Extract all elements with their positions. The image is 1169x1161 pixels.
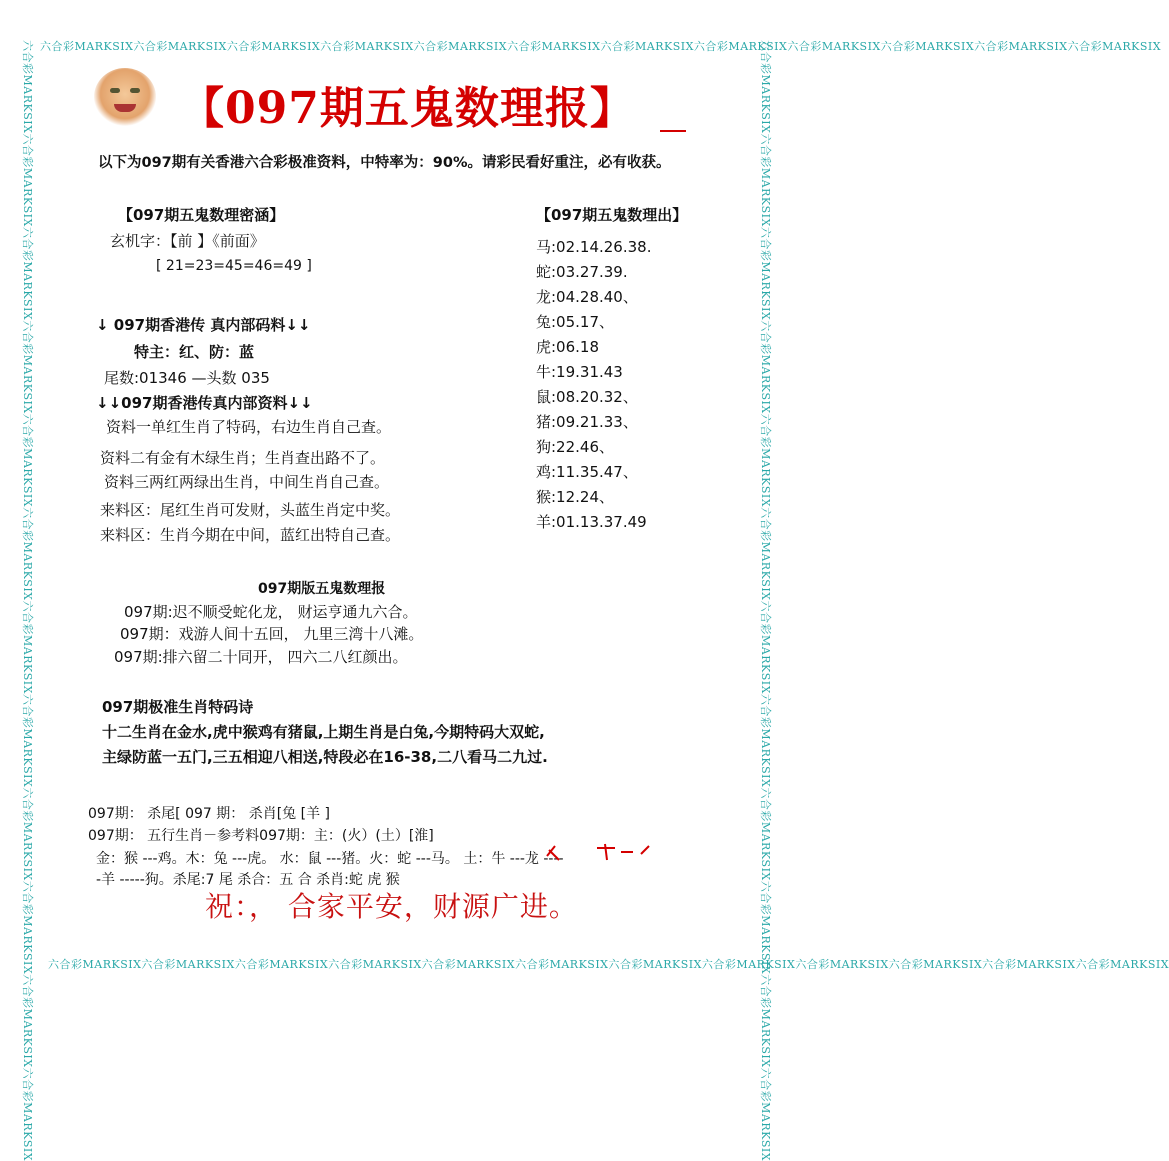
- special-poem-title: 097期极准生肖特码诗: [102, 698, 254, 716]
- poem-line: 097期:迟不顺受蛇化龙， 财运亨通九六合。: [124, 603, 418, 621]
- zodiac-row: 鸡:11.35.47、: [536, 463, 638, 481]
- special-colors: 特主：红、防：蓝: [134, 343, 255, 361]
- zodiac-row: 猪:09.21.33、: [536, 413, 638, 431]
- material-5: 来料区：生肖今期在中间，蓝红出特自己查。: [100, 526, 401, 544]
- special-poem-line: 十二生肖在金水,虎中猴鸡有猪鼠,上期生肖是白兔,今期特码大双蛇,: [102, 723, 545, 741]
- footer-line-1: 097期： 杀尾[ 097 期： 杀肖[兔 [羊 ]: [88, 806, 330, 822]
- poem-line: 097期：戏游人间十五回， 九里三湾十八滩。: [120, 625, 424, 643]
- zodiac-row: 龙:04.28.40、: [536, 288, 638, 306]
- hk-header-1: ↓ 097期香港传 真内部码料↓↓: [96, 316, 311, 334]
- poem-title: 097期版五鬼数理报: [258, 581, 386, 597]
- tail-numbers: 尾数:01346 —头数 035: [104, 369, 270, 387]
- intro-text: 以下为097期有关香港六合彩极准资料，中特率为：90%。请彩民看好重注，必有收获。: [98, 155, 671, 171]
- watermark-left: 六合彩MARKSIX六合彩MARKSIX六合彩MARKSIX六合彩MARKSIX六合彩MARKSIX六合彩MARKSIX六合彩MARKSIX六合彩MARKSIX六合彩MARKSIX六合彩MARKSIX六合彩MARKSIX六合彩MARKSIX: [21, 40, 34, 1161]
- material-2: 资料二有金有木绿生肖；生肖查出路不了。: [100, 449, 386, 467]
- zodiac-row: 马:02.14.26.38.: [536, 238, 652, 256]
- zodiac-header: 【097期五鬼数理出】: [536, 206, 688, 224]
- zodiac-row: 蛇:03.27.39.: [536, 263, 628, 281]
- footer-line-2: 097期： 五行生肖－参考料097期：主：(火）(土）[淮]: [88, 828, 434, 844]
- material-1: 资料一单红生肖了特码，右边生肖自己查。: [106, 418, 392, 436]
- red-scribble: [545, 842, 715, 864]
- zodiac-row: 羊:01.13.37.49: [536, 513, 647, 531]
- formula: [ 21=23=45=46=49 ]: [156, 258, 312, 274]
- zodiac-row: 牛:19.31.43: [536, 363, 623, 381]
- watermark-bottom: 六合彩MARKSIX六合彩MARKSIX六合彩MARKSIX六合彩MARKSIX六合彩MARKSIX六合彩MARKSIX六合彩MARKSIX六合彩MARKSIX六合彩MARKSIX六合彩MARKSIX六合彩MARKSIX六合彩MARKSIX: [48, 958, 1169, 971]
- mystery-word: 玄机字：【前 】《前面》: [110, 232, 265, 250]
- hk-header-2: ↓↓097期香港传真内部资料↓↓: [96, 394, 313, 412]
- watermark-top: 六合彩MARKSIX六合彩MARKSIX六合彩MARKSIX六合彩MARKSIX六合彩MARKSIX六合彩MARKSIX六合彩MARKSIX六合彩MARKSIX六合彩MARKSIX六合彩MARKSIX六合彩MARKSIX六合彩MARKSIX: [40, 40, 1162, 53]
- page-title: 【097期五鬼数理报】: [180, 83, 635, 134]
- zodiac-row: 虎:06.18: [536, 338, 599, 356]
- secret-title: 【097期五鬼数理密涵】: [118, 206, 285, 224]
- blessing-signature: 祝：， 合家平安，财源广进。: [205, 890, 578, 923]
- poem-line: 097期:排六留二十同开， 四六二八红颜出。: [114, 648, 408, 666]
- material-4: 来料区：尾红生肖可发财，头蓝生肖定中奖。: [100, 501, 401, 519]
- zodiac-row: 鼠:08.20.32、: [536, 388, 638, 406]
- zodiac-list: [536, 235, 651, 535]
- zodiac-row: 兔:05.17、: [536, 313, 614, 331]
- material-3: 资料三两红两绿出生肖，中间生肖自己查。: [104, 473, 390, 491]
- zodiac-row: 狗:22.46、: [536, 438, 614, 456]
- footer-line-3: 金：猴 ---鸡。木：兔 ---虎。 水：鼠 ---猪。火：蛇 ---马。 土：牛 ---龙 ----: [96, 851, 564, 867]
- face-logo-image: [94, 68, 156, 126]
- zodiac-row: 猴:12.24、: [536, 488, 614, 506]
- red-divider: [660, 130, 686, 132]
- watermark-right: 六合彩MARKSIX六合彩MARKSIX六合彩MARKSIX六合彩MARKSIX六合彩MARKSIX六合彩MARKSIX六合彩MARKSIX六合彩MARKSIX六合彩MARKSIX六合彩MARKSIX六合彩MARKSIX六合彩MARKSIX: [759, 40, 772, 1161]
- footer-line-4: -羊 -----狗。杀尾:7 尾 杀合：五 合 杀肖:蛇 虎 猴: [96, 872, 400, 888]
- special-poem-line: 主绿防蓝一五门,三五相迎八相送,特段必在16-38,二八看马二九过.: [102, 748, 548, 766]
